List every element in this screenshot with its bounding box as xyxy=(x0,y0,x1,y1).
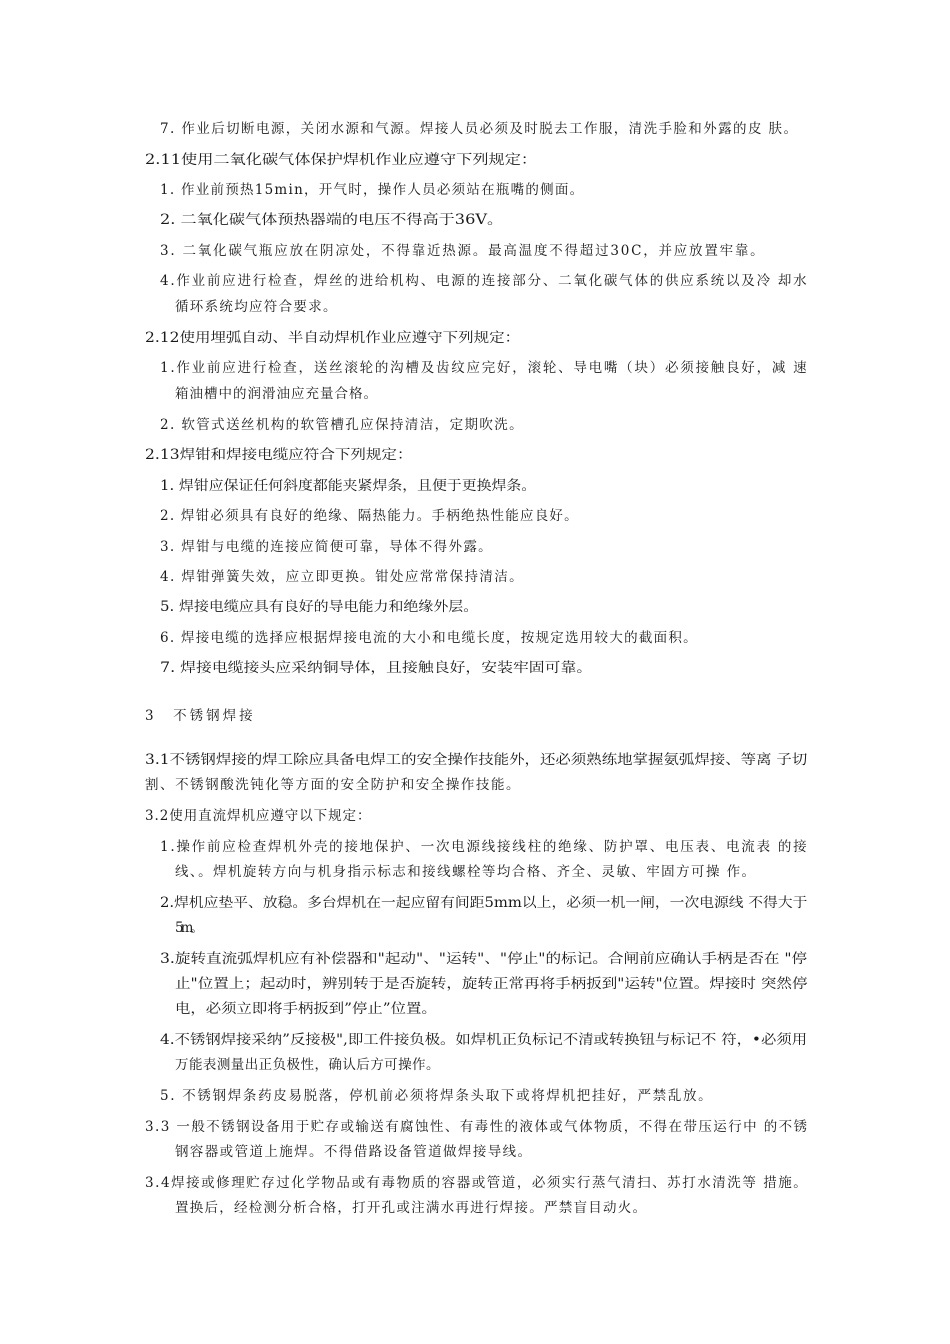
item-3-2-1: 1.操作前应检查焊机外壳的接地保护、一次电源线接线柱的绝缘、防护罩、电压表、电流表 的接 xyxy=(160,839,809,855)
section-3-3-cont: 钢容器或管道上施焊。不得借路设备管道做焊接导线。 xyxy=(175,1144,533,1160)
item-3-2-2-cont: 5m。 xyxy=(175,920,201,936)
item-3-2-4-cont: 万能表测量出正负极性，确认后方可操作。 xyxy=(175,1057,440,1073)
section-2-12-heading: 2.12使用埋弧自动、半自动焊机作业应遵守下列规定： xyxy=(145,330,521,346)
section-3-2-heading: 3.2使用直流焊机应遵守以下规定： xyxy=(145,808,372,824)
item-2-13-3: 3. 焊钳与电缆的连接应简便可靠，导体不得外露。 xyxy=(160,539,494,555)
item-2-13-1: 1. 焊钳应保证任何斜度都能夹紧焊条，且便于更换焊条。 xyxy=(160,478,537,494)
item-2-11-1: 1. 作业前预热15min，开气时，操作人员必须站在瓶嘴的侧面。 xyxy=(160,182,585,198)
item-2-10-7: 7. 作业后切断电源，关闭水源和气源。焊接人员必须及时脱去工作服，清洗手脸和外露的皮 肤。 xyxy=(160,121,799,137)
item-3-2-1-cont: 线、。焊机旋转方向与机身指示标志和接线螺栓等均合格、齐全、灵敏、牢固方可操 作。 xyxy=(175,864,757,880)
item-2-11-4-cont: 循环系统均应符合要求。 xyxy=(175,299,338,315)
section-3-3: 3.3 一般不锈钢设备用于贮存或输送有腐蚀性、有毒性的液体或气体物质，不得在带压运行中 的不锈 xyxy=(145,1119,809,1135)
item-2-13-2: 2. 焊钳必须具有良好的绝缘、隔热能力。手柄绝热性能应良好。 xyxy=(160,508,579,524)
section-3-4-cont: 置换后，经检测分析合格，打开孔或注满水再进行焊接。严禁盲目动火。 xyxy=(175,1200,648,1216)
item-3-2-4: 4.不锈钢焊接采纳”反接极",即工件接负极。如焊机正负标记不清或转换钮与标记不 符，•必须用 xyxy=(160,1032,808,1048)
item-2-12-2: 2. 软管式送丝机构的软管槽孔应保持清洁，定期吹洗。 xyxy=(160,417,525,433)
item-2-13-4: 4. 焊钳弹簧失效，应立即更换。钳处应常常保持清洁。 xyxy=(160,569,525,585)
item-3-2-2: 2.焊机应垫平、放稳。多台焊机在一起应留有间距5mm以上，必须一机一闸，一次电源线 不得大于 xyxy=(160,895,808,911)
item-2-13-5: 5. 焊接电缆应具有良好的导电能力和绝缘外层。 xyxy=(160,599,479,615)
section-3-4: 3.4焊接或修理贮存过化学物品或有毒物质的容器或管道，必须实行蒸气清扫、苏打水清洗等 措施。 xyxy=(145,1175,809,1191)
item-2-11-2: 2. 二氧化碳气体预热器端的电压不得高于36V。 xyxy=(160,212,504,228)
item-2-12-1-cont: 箱油槽中的润滑油应充量合格。 xyxy=(175,386,378,402)
item-3-2-3-cont: 止"位置上；起动时，辨别转于是否旋转，旋转正常再将手柄扳到"运转"位置。焊接时 突然停 xyxy=(175,976,808,992)
item-2-13-6: 6. 焊接电缆的选择应根据焊接电流的大小和电缆长度，按规定选用较大的截面积。 xyxy=(160,630,698,646)
item-2-11-3: 3. 二氧化碳气瓶应放在阴凉处，不得靠近热源。最高温度不得超过30C，并应放置牢靠。 xyxy=(160,243,766,259)
section-3-1-cont: 割、不锈钢酸洗钝化等方面的安全防护和安全操作技能。 xyxy=(145,777,522,793)
item-2-11-4: 4.作业前应进行检查，焊丝的进给机构、电源的连接部分、二氧化碳气体的供应系统以及冷 却水 xyxy=(160,273,809,289)
section-2-11-heading: 2.11使用二氧化碳气体保护焊机作业应遵守下列规定： xyxy=(145,152,538,168)
item-3-2-3: 3.旋转直流弧焊机应有补偿器和"起动"、"运转"、"停止"的标记。合闸前应确认手柄是否在 "停 xyxy=(160,951,808,967)
item-2-12-1: 1.作业前应进行检查，送丝滚轮的沟槽及齿纹应完好，滚轮、导电嘴（块）必须接触良好，减 速 xyxy=(160,360,809,376)
item-3-2-3-cont2: 电，必须立即将手柄扳到”停止”位置。 xyxy=(175,1001,437,1017)
section-2-13-heading: 2.13焊钳和焊接电缆应符合下列规定： xyxy=(145,447,413,463)
section-3-heading: 3 不锈钢焊接 xyxy=(145,708,256,724)
section-3-1: 3.1不锈钢焊接的焊工除应具备电焊工的安全操作技能外，还必须熟练地掌握氨弧焊接、等离 子切 xyxy=(145,752,808,768)
item-3-2-5: 5. 不锈钢焊条药皮易脱落，停机前必须将焊条头取下或将焊机把挂好，严禁乱放。 xyxy=(160,1088,714,1104)
item-2-13-7: 7. 焊接电缆接头应采纳铜导体，且接触良好，安装牢固可靠。 xyxy=(160,660,593,676)
